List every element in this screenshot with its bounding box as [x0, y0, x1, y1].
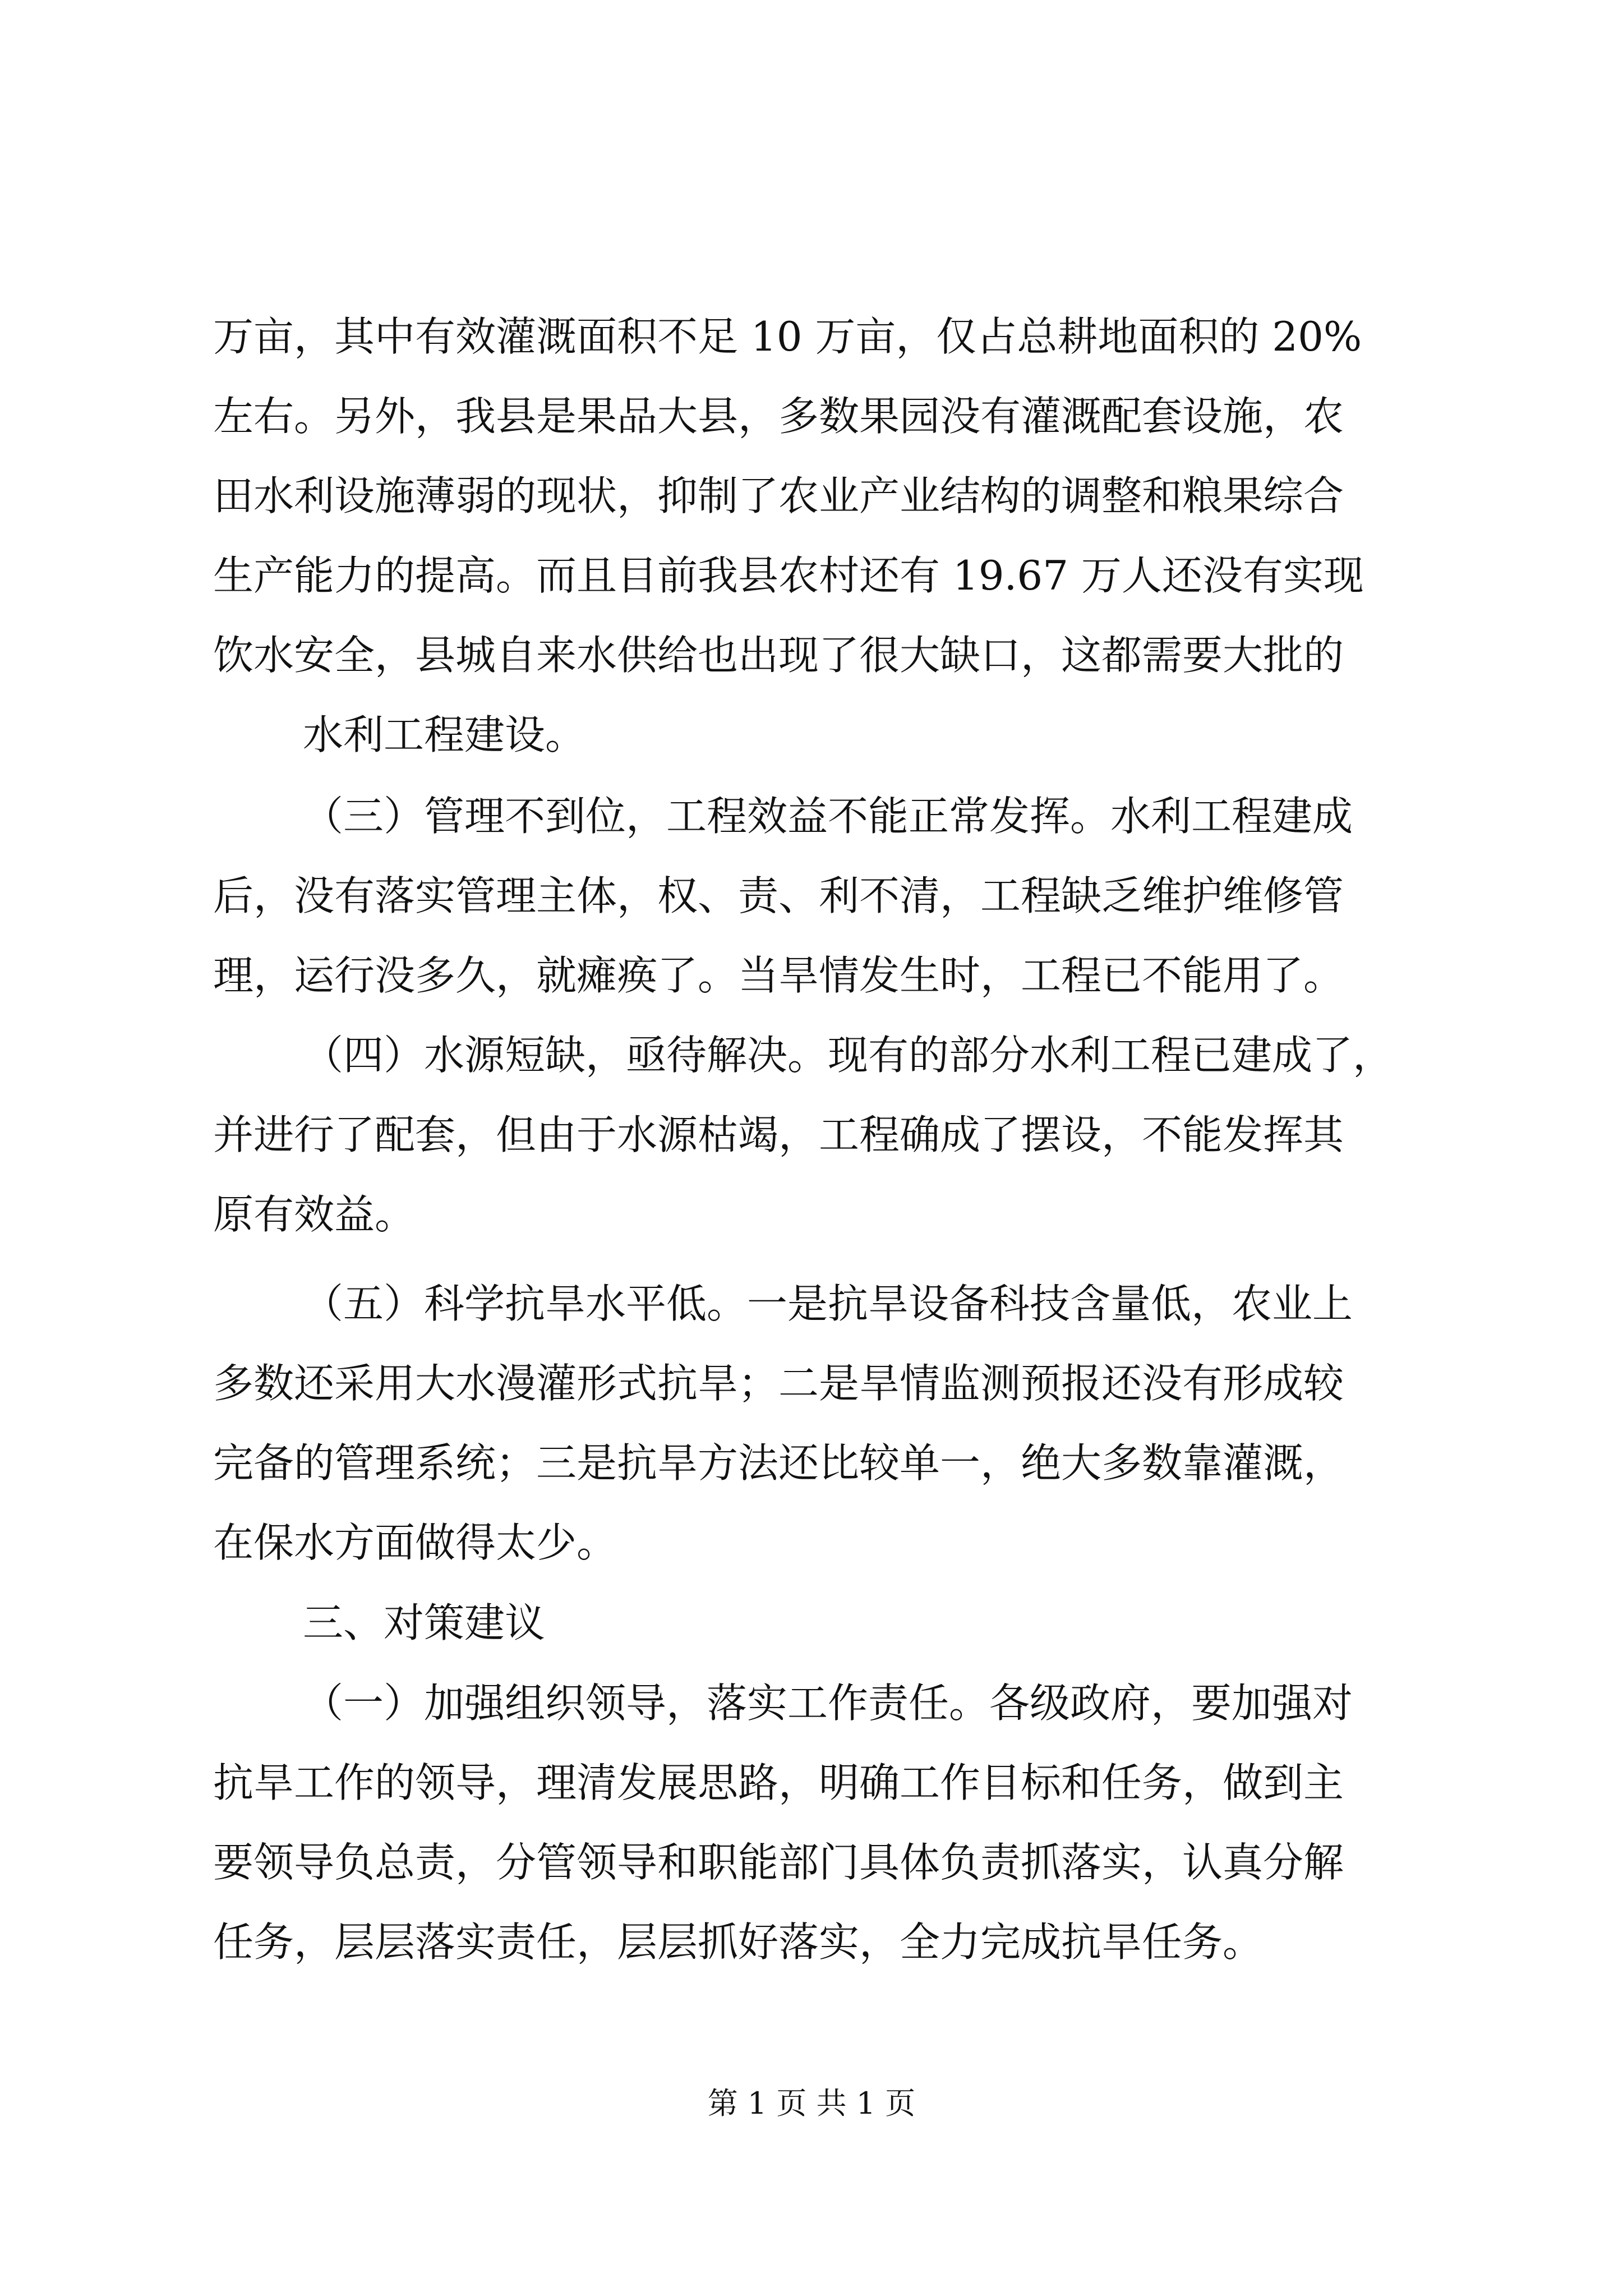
paragraph-heading-line: （三）管理不到位，工程效益不能正常发挥。水利工程建成	[303, 793, 1353, 840]
body-text-line: 饮水安全，县城自来水供给也出现了很大缺口，这都需要大批的	[213, 632, 1344, 679]
body-text-line: 要领导负总责，分管领导和职能部门具体负责抓落实，认真分解	[213, 1839, 1344, 1886]
body-text-line: 万亩，其中有效灌溉面积不足 10 万亩，仅占总耕地面积的 20%	[213, 313, 1362, 360]
body-text-line: 并进行了配套，但由于水源枯竭，工程确成了摆设，不能发挥其	[213, 1111, 1344, 1158]
body-text-line: 后，没有落实管理主体，权、责、利不清，工程缺乏维护维修管	[213, 872, 1344, 919]
paragraph-heading-line: （五）科学抗旱水平低。一是抗旱设备科技含量低，农业上	[303, 1280, 1353, 1327]
paragraph-heading-line: （四）水源短缺，亟待解决。现有的部分水利工程已建成了，	[303, 1032, 1394, 1079]
body-text-line: 在保水方面做得太少。	[213, 1519, 617, 1566]
page-footer: 第 1 页 共 1 页	[707, 2086, 916, 2121]
body-text-line: 左右。另外，我县是果品大县，多数果园没有灌溉配套设施，农	[213, 393, 1344, 440]
paragraph-heading-line: （一）加强组织领导，落实工作责任。各级政府，要加强对	[303, 1680, 1353, 1727]
body-text-line: 完备的管理系统；三是抗旱方法还比较单一，绝大多数靠灌溉，	[213, 1439, 1344, 1487]
body-text-line: 原有效益。	[213, 1191, 416, 1238]
body-text-line: 田水利设施薄弱的现状，抑制了农业产业结构的调整和粮果综合	[213, 472, 1344, 519]
body-text-line: 生产能力的提高。而且目前我县农村还有 19.67 万人还没有实现	[213, 552, 1364, 599]
body-text-line: 水利工程建设。	[303, 711, 586, 758]
body-text-line: 抗旱工作的领导，理清发展思路，明确工作目标和任务，做到主	[213, 1759, 1344, 1806]
body-text-line: 理，运行没多久，就瘫痪了。当旱情发生时，工程已不能用了。	[213, 952, 1344, 999]
body-text-line: 任务，层层落实责任，层层抓好落实，全力完成抗旱任务。	[213, 1918, 1264, 1966]
section-heading: 三、对策建议	[303, 1599, 546, 1646]
body-text-line: 多数还采用大水漫灌形式抗旱；二是旱情监测预报还没有形成较	[213, 1360, 1344, 1407]
